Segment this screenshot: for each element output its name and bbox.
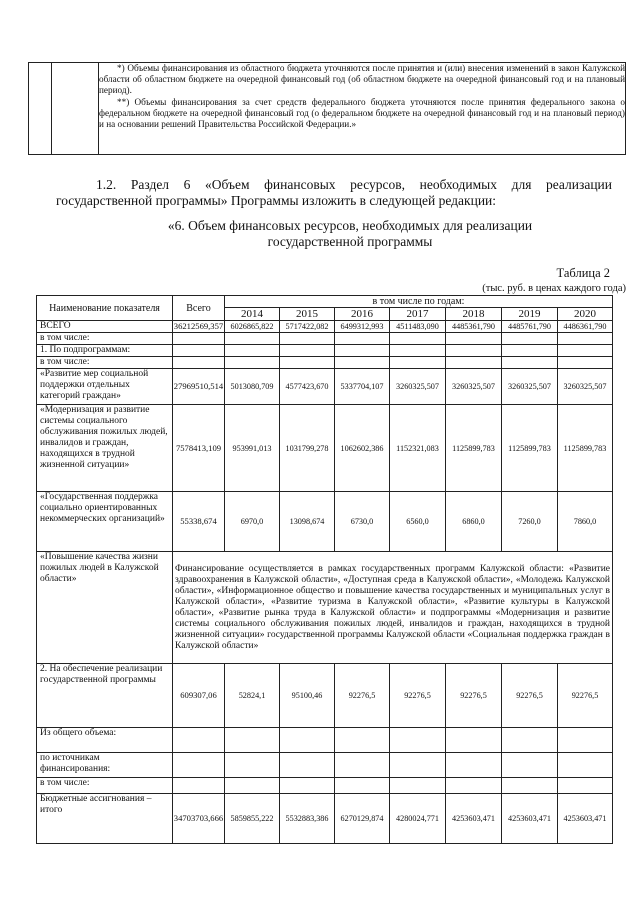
financing-note-cell: Финансирование осуществляется в рамках государственных программ Калужской области: «Развитие здравоохранения в Калужской области», «Доступная среда в Калужской области», «Молодежь Калужской области», «Информационное общество и повышение качества государственных и муниципальных услуг в Калужской области», «Развитие туризма в Калужской области», «Развитие культуры в Калужской области», «Развитие рынка труда в Калужской области» и подпрограммы «Модернизация и развитие системы социального обслуживания пожилых людей, инвалидов и граждан, находящихся в трудной жизненной ситуации» государственной программы Калужской области «Социальная поддержка граждан в Калужской области» bbox=[173, 552, 613, 664]
cell-value: 3260325,507 bbox=[390, 369, 446, 405]
row-total-value: 7578413,109 bbox=[173, 405, 225, 492]
row-total-value: 27969510,514 bbox=[173, 369, 225, 405]
cell-value: 3260325,507 bbox=[446, 369, 502, 405]
cell-value: 95100,46 bbox=[280, 664, 335, 728]
cell-value: 4485361,790 bbox=[446, 321, 502, 333]
cell-value: 5337704,107 bbox=[335, 369, 390, 405]
row-name: в том числе: bbox=[37, 778, 173, 794]
row-name: по источникам финансирования: bbox=[37, 753, 173, 778]
notes-empty-cell bbox=[29, 63, 52, 155]
table-row-total bbox=[37, 321, 613, 333]
cell-value: 13098,674 bbox=[280, 492, 335, 552]
row-total-value: 55338,674 bbox=[173, 492, 225, 552]
cell-value: 6860,0 bbox=[446, 492, 502, 552]
cell-value: 6270129,874 bbox=[335, 794, 390, 844]
table-row-support bbox=[37, 664, 613, 728]
cell-value: 92276,5 bbox=[390, 664, 446, 728]
cell-value: 7860,0 bbox=[558, 492, 613, 552]
row-name: «Государственная поддержка социально ориентированных некоммерческих организаций» bbox=[37, 492, 173, 552]
cell-value: 52824,1 bbox=[225, 664, 280, 728]
cell-value: 4486361,790 bbox=[558, 321, 613, 333]
table-row-subprogram bbox=[37, 405, 613, 492]
row-name: Из общего объема: bbox=[37, 728, 173, 753]
header-year: 2015 bbox=[280, 308, 335, 321]
row-name: 2. На обеспечение реализации государственной программы bbox=[37, 664, 173, 728]
row-name: «Модернизация и развитие системы социального обслуживания пожилых людей, инвалидов и граждан, находящихся в трудной жизненной ситуации» bbox=[37, 405, 173, 492]
section-heading: «6. Объем финансовых ресурсов, необходимых для реализации государственной программы bbox=[167, 218, 533, 249]
table-row-budget bbox=[37, 794, 613, 844]
cell-value: 1125899,783 bbox=[446, 405, 502, 492]
row-name: «Повышение качества жизни пожилых людей в Калужской области» bbox=[37, 552, 173, 664]
table-units: (тыс. руб. в ценах каждого года) bbox=[482, 283, 626, 294]
cell-value: 3260325,507 bbox=[558, 369, 613, 405]
cell-value: 3260325,507 bbox=[502, 369, 558, 405]
cell-value: 1062602,386 bbox=[335, 405, 390, 492]
cell-value: 4485761,790 bbox=[502, 321, 558, 333]
table-row-subprogram bbox=[37, 492, 613, 552]
row-name: Бюджетные ассигнования – итого bbox=[37, 794, 173, 844]
header-years-group: в том числе по годам: bbox=[225, 296, 613, 308]
cell-value: 4280024,771 bbox=[390, 794, 446, 844]
table-label: Таблица 2 bbox=[556, 266, 610, 280]
row-name: 1. По подпрограммам: bbox=[37, 345, 173, 357]
cell-value: 7260,0 bbox=[502, 492, 558, 552]
cell-value: 4253603,471 bbox=[502, 794, 558, 844]
header-indicator-name: Наименование показателя bbox=[37, 296, 173, 321]
row-total-value: 36212569,357 bbox=[173, 321, 224, 331]
cell-value: 92276,5 bbox=[335, 664, 390, 728]
header-year: 2020 bbox=[558, 308, 613, 321]
cell-value: 4253603,471 bbox=[446, 794, 502, 844]
footnote-1: *) Объемы финансирования из областного бюджета уточняются после принятия и (или) внесения изменений в закон Калужской области об областном бюджете на очередной финансовый год (об областном бюджете на очередной финансовый год и на плановый период). bbox=[99, 63, 625, 96]
cell-value: 1152321,083 bbox=[390, 405, 446, 492]
cell-value: 5532883,386 bbox=[280, 794, 335, 844]
cell-value: 5717422,082 bbox=[280, 321, 335, 333]
table-row bbox=[37, 345, 613, 357]
cell-value: 953991,013 bbox=[225, 405, 280, 492]
header-year: 2014 bbox=[225, 308, 280, 321]
cell-value: 1031799,278 bbox=[280, 405, 335, 492]
cell-value: 5859855,222 bbox=[225, 794, 280, 844]
row-name: в том числе: bbox=[37, 357, 173, 369]
table-row bbox=[37, 753, 613, 778]
cell-value: 6499312,993 bbox=[335, 321, 390, 333]
table-row-subprogram bbox=[37, 369, 613, 405]
table-row-subprogram bbox=[37, 552, 613, 664]
footnote-2: **) Объемы финансирования за счет средств федерального бюджета уточняются после принятия федерального закона о федеральном бюджете на очередной финансовый год (о федеральном бюджете на очередной финансовый год и на плановый период) и на основании решений Правительства Российской Федерации.» bbox=[99, 96, 625, 130]
cell-value: 92276,5 bbox=[446, 664, 502, 728]
cell-value: 6026865,822 bbox=[225, 321, 280, 333]
header-total: Всего bbox=[173, 296, 225, 321]
table-row bbox=[37, 728, 613, 753]
cell-value: 1125899,783 bbox=[502, 405, 558, 492]
cell-value: 92276,5 bbox=[558, 664, 613, 728]
row-total-value: 609307,06 bbox=[173, 664, 225, 728]
cell-value: 6730,0 bbox=[335, 492, 390, 552]
header-year: 2016 bbox=[335, 308, 390, 321]
cell-value: 4577423,670 bbox=[280, 369, 335, 405]
header-year: 2017 bbox=[390, 308, 446, 321]
row-name: ВСЕГО bbox=[37, 321, 173, 333]
cell-value: 6560,0 bbox=[390, 492, 446, 552]
row-total-value: 34703703,666 bbox=[173, 794, 225, 844]
notes-empty-cell bbox=[52, 63, 99, 155]
cell-value: 4253603,471 bbox=[558, 794, 613, 844]
amendment-paragraph: 1.2. Раздел 6 «Объем финансовых ресурсов, необходимых для реализации государственной программы» Программы изложить в следующей редакции: bbox=[56, 177, 612, 208]
table-row bbox=[37, 333, 613, 345]
cell-value: 5013080,709 bbox=[225, 369, 280, 405]
cell-value: 6970,0 bbox=[225, 492, 280, 552]
row-name: в том числе: bbox=[37, 333, 173, 345]
cell-value: 4511483,090 bbox=[390, 321, 446, 333]
cell-value: 1125899,783 bbox=[558, 405, 613, 492]
footnotes-table bbox=[28, 62, 626, 155]
table-row bbox=[37, 357, 613, 369]
header-year: 2019 bbox=[502, 308, 558, 321]
table-row bbox=[37, 778, 613, 794]
header-year: 2018 bbox=[446, 308, 502, 321]
cell-value: 92276,5 bbox=[502, 664, 558, 728]
row-name: «Развитие мер социальной поддержки отдельных категорий граждан» bbox=[37, 369, 173, 405]
notes-cell bbox=[99, 63, 626, 155]
financing-table bbox=[36, 295, 613, 844]
